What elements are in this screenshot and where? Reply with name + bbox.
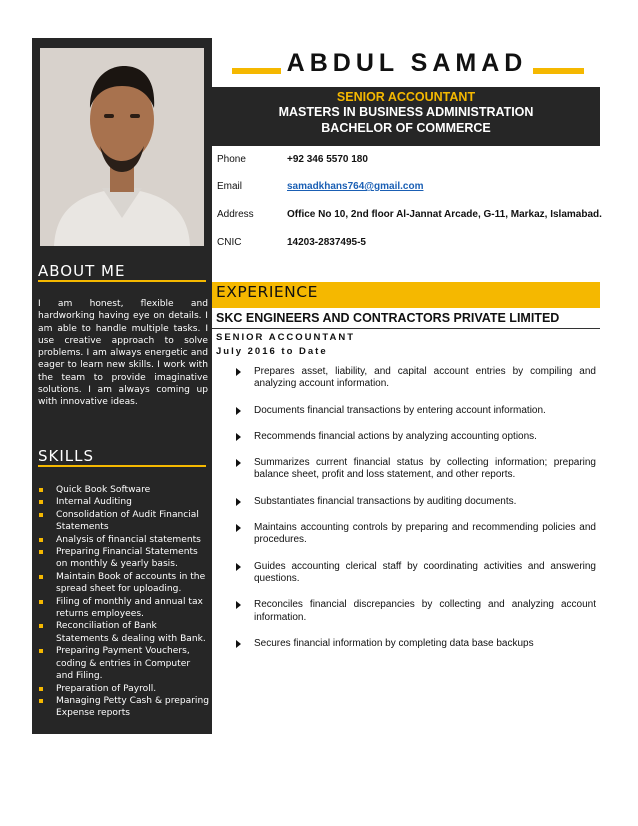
duty-item: Documents financial transactions by entering account information. bbox=[236, 405, 596, 417]
email-link[interactable]: samadkhans764@gmail.com bbox=[287, 181, 424, 192]
triangle-bullet-icon bbox=[236, 368, 241, 376]
contact-label: Phone bbox=[217, 154, 246, 165]
experience-heading: EXPERIENCE bbox=[216, 283, 318, 301]
about-text: I am honest, flexible and hardworking having eye on details. I am able to handle multiple tasks. I use creative approach to solve problems. I am always energetic and eager to learn new skills. I work with the team to provide imaginative solutions. I am always coming up with innovative ideas. bbox=[38, 299, 208, 408]
phone-value: +92 346 5570 180 bbox=[287, 154, 368, 165]
skills-list bbox=[38, 484, 210, 720]
bullet-icon bbox=[39, 687, 43, 691]
duty-item: Prepares asset, liability, and capital account entries by compiling and analyzing account information. bbox=[236, 366, 596, 391]
about-heading-rule bbox=[38, 280, 206, 282]
duty-item: Summarizes current financial status by collecting information; preparing balance sheet, profit and loss statement, and other reports. bbox=[236, 457, 596, 482]
bullet-icon bbox=[39, 600, 43, 604]
job-title: SENIOR ACCOUNTANT bbox=[336, 90, 476, 104]
skill-item: Reconciliation of Bank Statements & dealing with Bank. bbox=[38, 620, 210, 645]
profile-photo bbox=[40, 48, 204, 246]
skill-item: Filing of monthly and annual tax returns employees. bbox=[38, 596, 210, 621]
contact-label: Email bbox=[217, 181, 243, 192]
bullet-icon bbox=[39, 513, 43, 517]
skill-item: Preparing Payment Vouchers, coding & entries in Computer and Filing. bbox=[38, 645, 210, 682]
skill-item: Maintain Book of accounts in the spread sheet for uploading. bbox=[38, 571, 210, 596]
contact-label: CNIC bbox=[217, 237, 242, 248]
bullet-icon bbox=[39, 488, 43, 492]
company-name: SKC ENGINEERS AND CONTRACTORS PRIVATE LIMITED bbox=[216, 311, 560, 325]
role-dates: July 2016 to Date bbox=[216, 346, 328, 357]
triangle-bullet-icon bbox=[236, 407, 241, 415]
skill-item: Quick Book Software bbox=[38, 484, 210, 496]
duty-item: Reconciles financial discrepancies by collecting and analyzing account information. bbox=[236, 599, 596, 624]
skill-item: Preparation of Payroll. bbox=[38, 683, 210, 695]
triangle-bullet-icon bbox=[236, 459, 241, 467]
bullet-icon bbox=[39, 624, 43, 628]
skill-item: Internal Auditing bbox=[38, 496, 210, 508]
person-name: ABDUL SAMAD bbox=[212, 49, 602, 78]
duty-item: Secures financial information by completing data base backups bbox=[236, 638, 596, 650]
contact-label: Address bbox=[217, 209, 254, 220]
skill-item: Preparing Financial Statements on monthly & yearly basis. bbox=[38, 546, 210, 571]
skill-item: Consolidation of Audit Financial Statements bbox=[38, 509, 210, 534]
skills-heading-rule bbox=[38, 465, 206, 467]
skills-heading: SKILLS bbox=[38, 447, 95, 465]
duty-item: Maintains accounting controls by preparing and recommending policies and procedures. bbox=[236, 522, 596, 547]
bullet-icon bbox=[39, 699, 43, 703]
about-heading: ABOUT ME bbox=[38, 262, 126, 280]
title-block bbox=[212, 87, 600, 146]
role-title: SENIOR ACCOUNTANT bbox=[216, 332, 356, 343]
degree-bachelor: BACHELOR OF COMMERCE bbox=[321, 121, 491, 135]
bullet-icon bbox=[39, 538, 43, 542]
bullet-icon bbox=[39, 500, 43, 504]
address-value: Office No 10, 2nd floor Al-Jannat Arcade, G-11, Markaz, Islamabad. bbox=[287, 209, 602, 220]
duty-item: Substantiates financial transactions by auditing documents. bbox=[236, 496, 596, 508]
triangle-bullet-icon bbox=[236, 640, 241, 648]
bullet-icon bbox=[39, 550, 43, 554]
cnic-value: 14203-2837495-5 bbox=[287, 237, 366, 248]
triangle-bullet-icon bbox=[236, 498, 241, 506]
company-divider bbox=[212, 328, 600, 329]
duty-item: Recommends financial actions by analyzing accounting options. bbox=[236, 431, 596, 443]
duties-list bbox=[236, 366, 596, 650]
degree-masters: MASTERS IN BUSINESS ADMINISTRATION bbox=[278, 105, 534, 119]
triangle-bullet-icon bbox=[236, 563, 241, 571]
bullet-icon bbox=[39, 575, 43, 579]
triangle-bullet-icon bbox=[236, 601, 241, 609]
bullet-icon bbox=[39, 649, 43, 653]
triangle-bullet-icon bbox=[236, 524, 241, 532]
duty-item: Guides accounting clerical staff by coordinating activities and answering questions. bbox=[236, 561, 596, 586]
skill-item: Analysis of financial statements bbox=[38, 534, 210, 546]
skill-item: Managing Petty Cash & preparing Expense reports bbox=[38, 695, 210, 720]
triangle-bullet-icon bbox=[236, 433, 241, 441]
